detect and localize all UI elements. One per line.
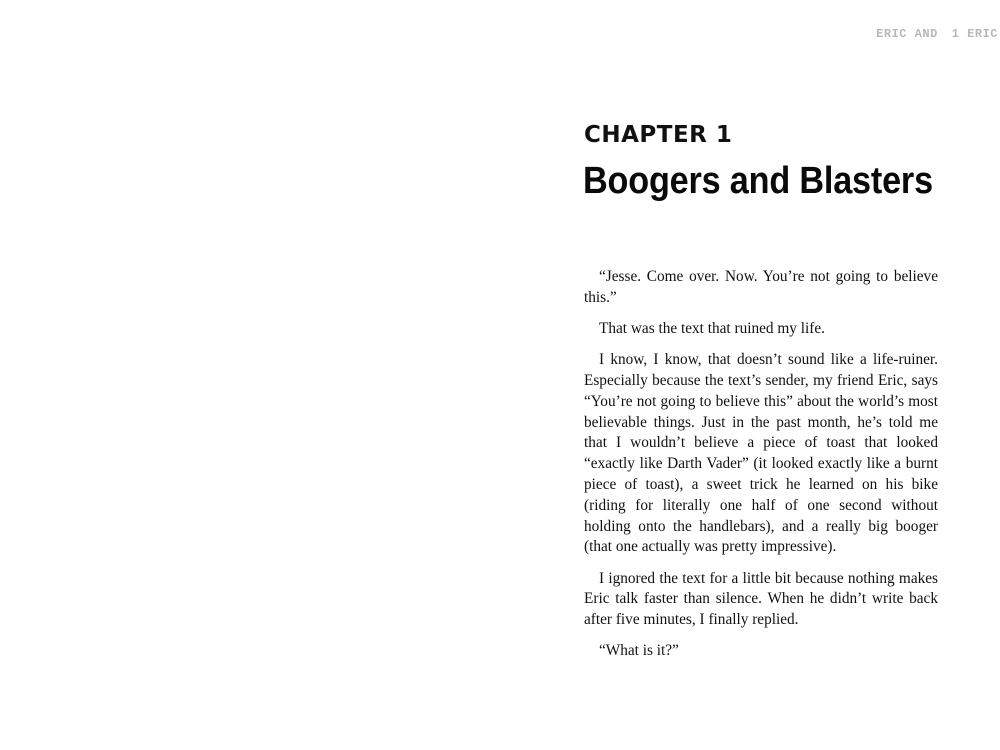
paragraph-3: I know, I know, that doesn’t sound like a life-ruiner. Especially because the text’s sender, my friend Eric, says “You’re not going to believe this” about the world’s most believable things. Just in the past month, he’s told me that I wouldn’t believe a piece of toast that looked “exactly like Darth Vader” (it looked exactly like a burnt piece of toast), a sweet trick he learned on his bike (riding for literally one half of one second without holding onto the handlebars), and a really big booger (that one actually was pretty impressive). bbox=[584, 351, 938, 556]
paragraph-4: I ignored the text for a little bit because nothing makes Eric talk faster than silence. When he didn’t write back after five minutes, I finally replied. bbox=[584, 569, 938, 629]
running-head-title: ERIC AND bbox=[876, 27, 938, 41]
chapter-body bbox=[584, 267, 938, 673]
right-page bbox=[500, 0, 1000, 750]
paragraph-2: That was the text that ruined my life. bbox=[599, 319, 825, 337]
chapter-title: Boogers and Blasters bbox=[583, 160, 933, 202]
paragraph-5: “What is it?” bbox=[599, 642, 679, 660]
paragraph-1: “Jesse. Come over. Now. You’re not going to believe this.” bbox=[584, 268, 938, 306]
chapter-label: CHAPTER 1 bbox=[584, 122, 733, 148]
running-head-folio: 1 ERIC bbox=[951, 27, 998, 41]
running-head bbox=[876, 27, 998, 41]
